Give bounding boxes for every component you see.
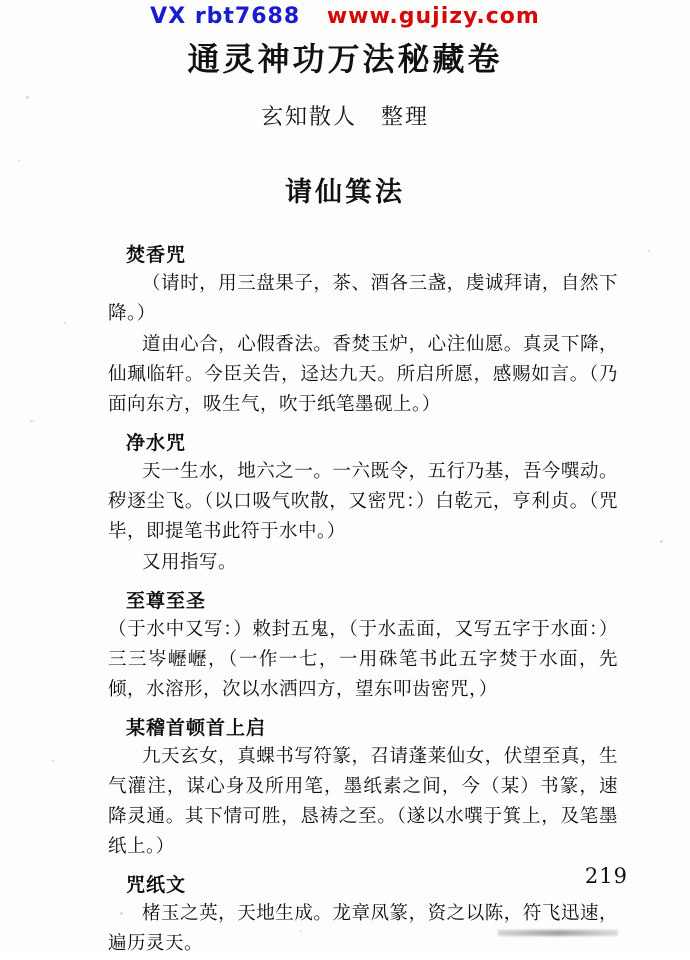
page-title: 通灵神功万法秘藏卷 (187, 40, 503, 78)
watermark-contact: VX rbt7688 (150, 4, 301, 29)
paragraph: 道由心合，心假香法。香焚玉炉，心注仙愿。真灵下降，仙珮临轩。今臣关告，迳达九天。所启所愿，感赐如言。（乃面向东方，吸生气，吹于纸笔墨砚上。） (108, 334, 618, 415)
paragraph: 九天玄女，真蜾书写符篆，召请蓬莱仙女，伏望至真，生气灌注，谋心身及所用笔，墨纸素之间，今（某）书篆，速降灵通。其下情可胜，恳祷之至。（遂以水噀于箕上，及笔墨纸上。） (108, 746, 618, 857)
paragraph: 又用指写。 (142, 552, 238, 573)
scan-speck (26, 96, 29, 99)
paragraph: （于水中又写：）敕封五鬼，（于水盂面，又写五字于水面：）三三岑㠣㠣，（一作一七，一用硃笔书此五字焚于水面，先倾，水溶形，次以水洒四方，望东叩齿密咒，） (108, 619, 618, 700)
paragraph: 楮玉之英，天地生成。龙章凤篆，资之以陈，符飞迅速，遍历灵天。 (108, 903, 618, 954)
scan-artifact (498, 930, 618, 936)
subsection-heading-1: 焚香咒 (126, 244, 187, 266)
watermark-url: www.gujizy.com (326, 4, 540, 29)
subsection-heading-5: 咒纸文 (126, 874, 187, 896)
subsection-heading-2: 净水咒 (126, 432, 187, 454)
subsection-heading-4: 某稽首顿首上启 (126, 717, 267, 739)
section-title: 请仙箕法 (285, 177, 405, 208)
subsection-heading-3: 至尊至圣 (126, 590, 207, 612)
scan-speck (660, 540, 663, 543)
paragraph: 天一生水，地六之一。一六既令，五行乃基，吾今噀动。秽逐尘飞。（以口吸气吹散，又密咒：）白乾元，亨利贞。（咒毕，即提笔书此符于水中。） (108, 461, 618, 542)
body-content (108, 232, 618, 960)
scan-speck (64, 322, 66, 324)
byline: 玄知散人 整理 (260, 105, 429, 130)
watermark (0, 4, 690, 29)
paragraph: （请时，用三盘果子，茶、酒各三盏，虔诚拜请，自然下降。） (108, 273, 618, 324)
scan-speck (30, 420, 33, 422)
page-number: 219 (584, 864, 628, 888)
scan-speck (18, 160, 20, 162)
scan-speck (52, 760, 54, 762)
scan-speck (648, 250, 650, 252)
